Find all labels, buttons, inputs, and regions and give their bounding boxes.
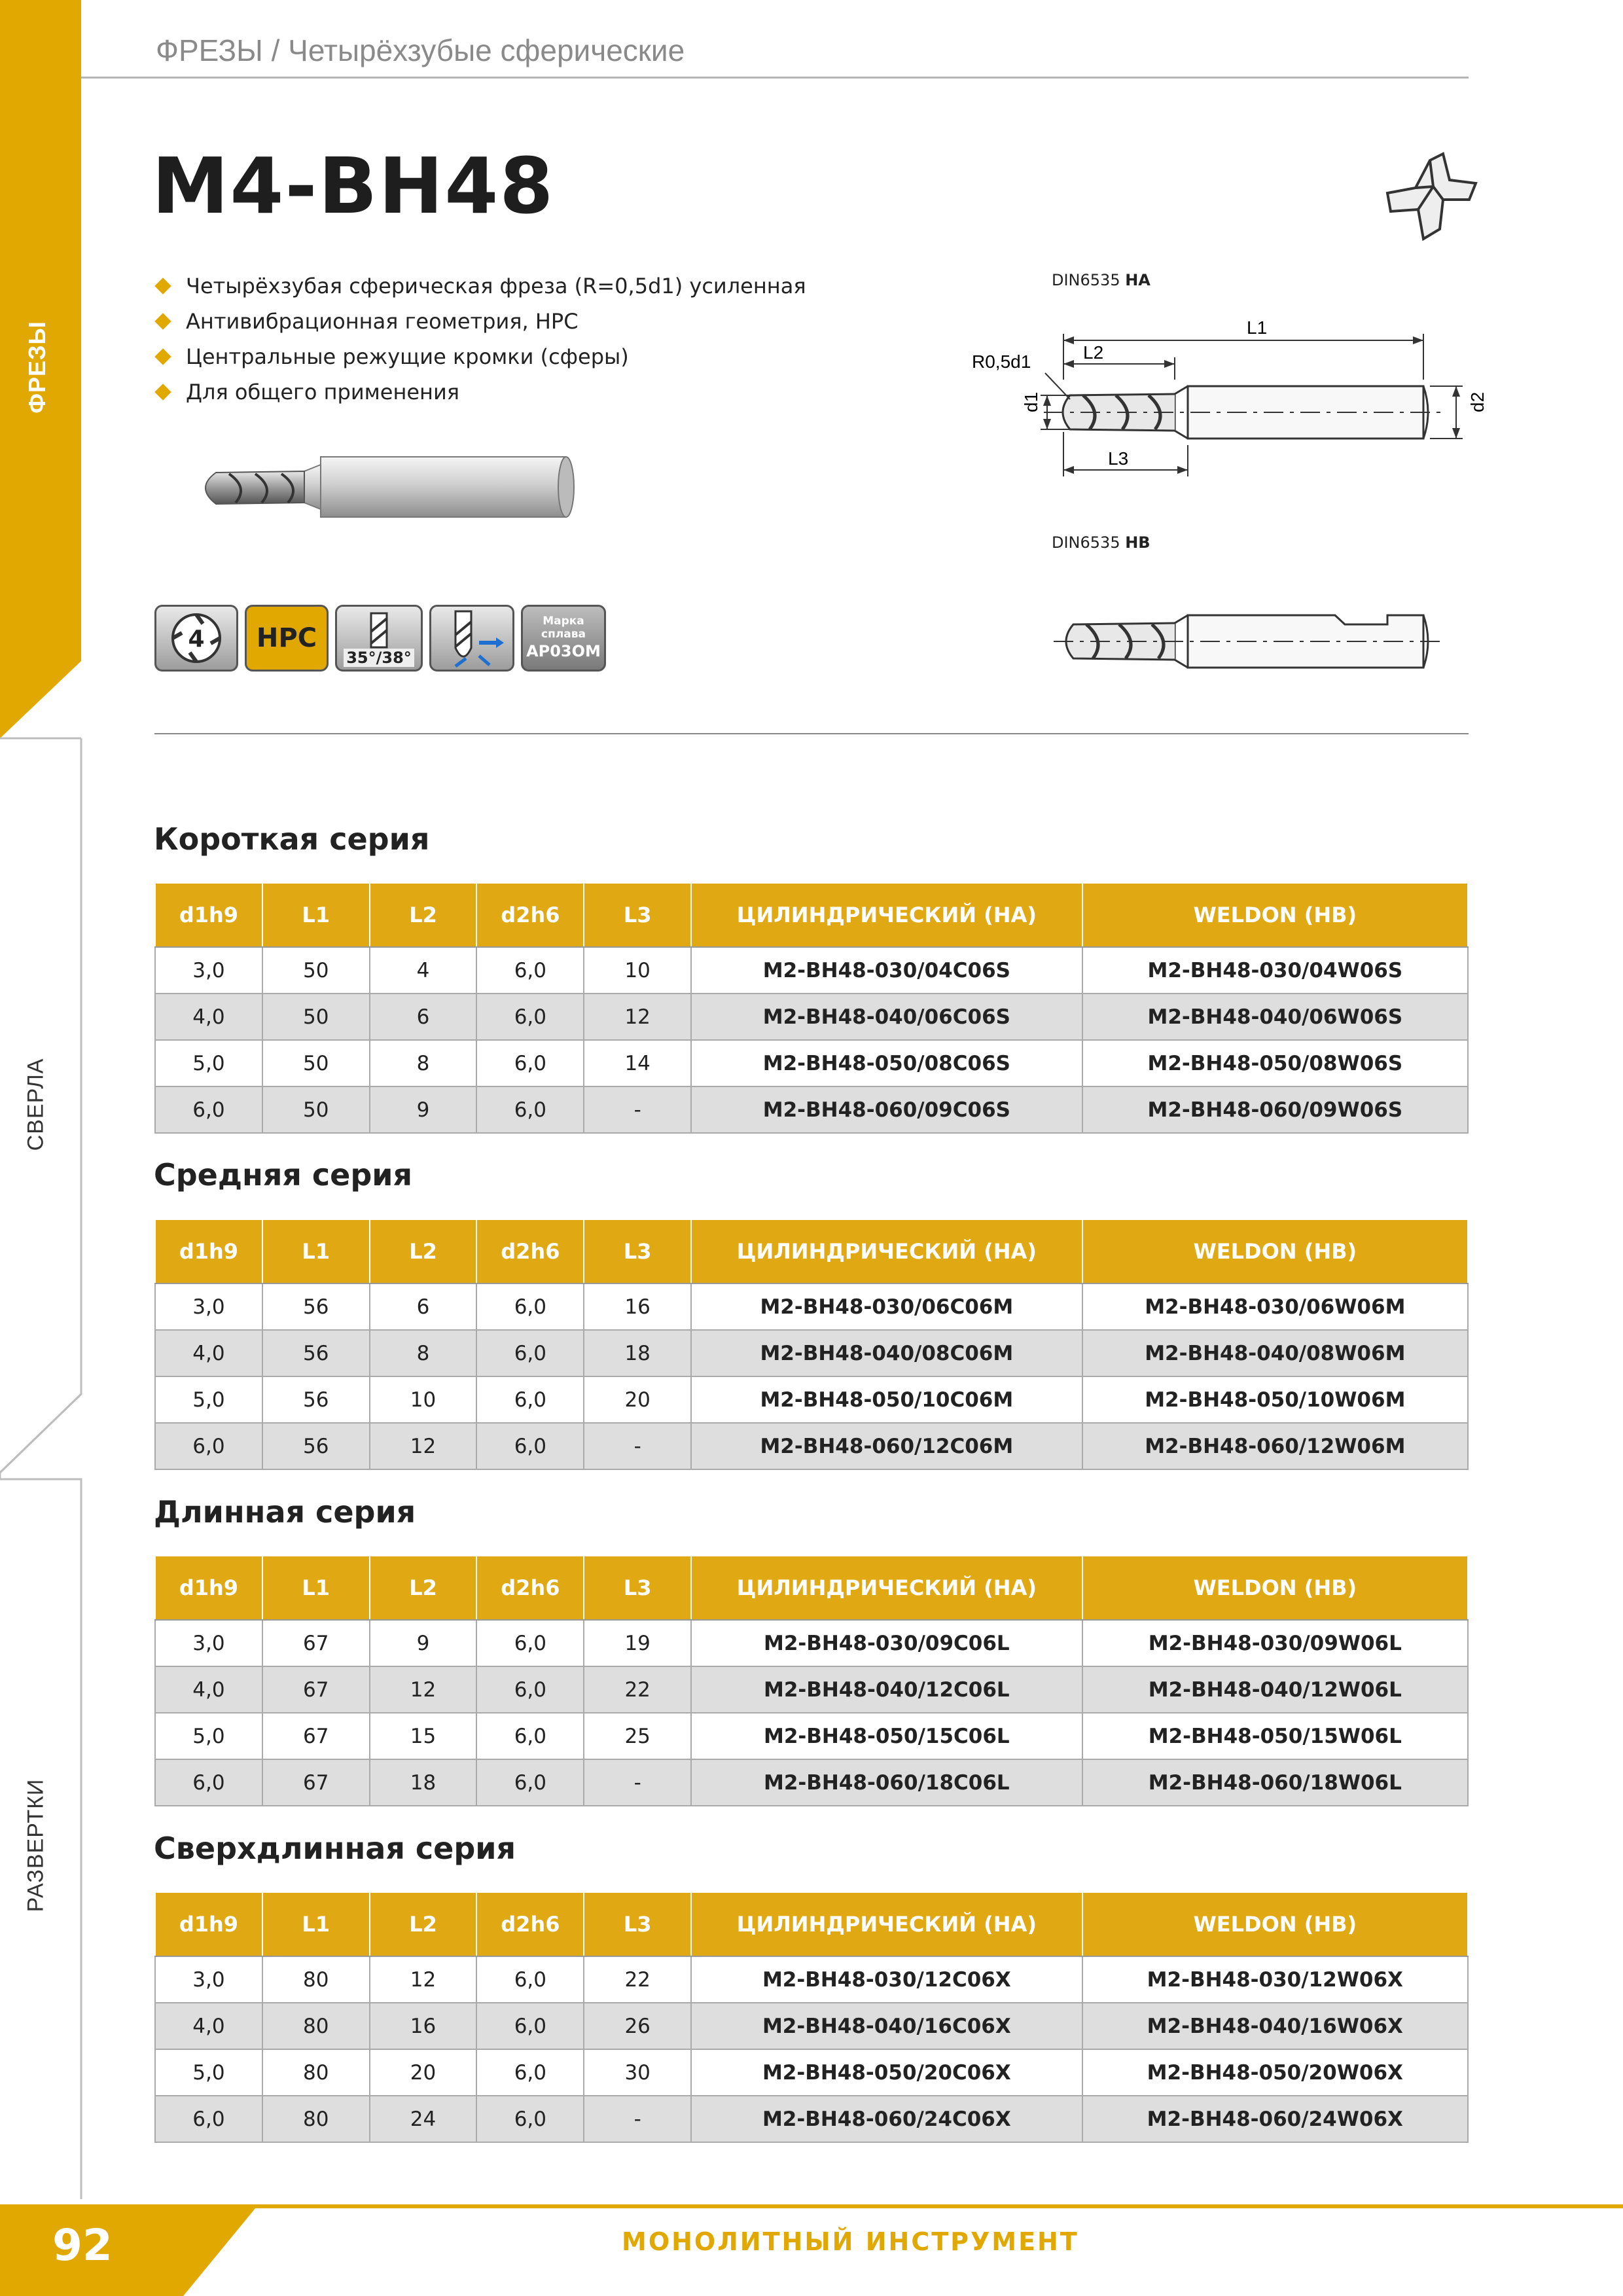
svg-text:d2: d2 bbox=[1467, 391, 1488, 412]
spec-table-long bbox=[154, 1555, 1469, 1806]
table-row: 3,0 50 4 6,0 10 M2-BH48-030/04C06S M2-BH48-030/04W06S bbox=[155, 947, 1468, 994]
side-tab-drills[interactable]: СВЕРЛА bbox=[23, 1058, 48, 1151]
diamond-bullet-icon bbox=[154, 384, 171, 400]
table-header-row: d1h9 L1 L2 d2h6 L3 ЦИЛИНДРИЧЕСКИЙ (HA) WELDON (HB) bbox=[155, 1892, 1468, 1956]
din-ha-label: DIN6535 HA bbox=[1052, 271, 1150, 289]
diamond-bullet-icon bbox=[154, 278, 171, 294]
table-row: 3,0 80 12 6,0 22 M2-BH48-030/12C06X M2-BH48-030/12W06X bbox=[155, 1956, 1468, 2003]
series-title-extra-long: Сверхдлинная серия bbox=[154, 1831, 516, 1866]
svg-text:L3: L3 bbox=[1108, 448, 1129, 469]
cross-section-icon bbox=[1378, 147, 1482, 245]
table-row: 6,0 67 18 6,0 - M2-BH48-060/18C06L M2-BH48-060/18W06L bbox=[155, 1759, 1468, 1806]
table-row: 6,0 56 12 6,0 - M2-BH48-060/12C06M M2-BH48-060/12W06M bbox=[155, 1423, 1468, 1469]
feature-item: Четырёхзубая сферическая фреза (R=0,5d1) усиленная bbox=[157, 268, 806, 304]
side-tab-reamers[interactable]: РАЗВЕРТКИ bbox=[23, 1778, 48, 1912]
center-cut-icon bbox=[436, 609, 508, 668]
svg-text:L1: L1 bbox=[1247, 317, 1268, 338]
svg-text:4: 4 bbox=[188, 626, 205, 653]
din-hb-label: DIN6535 HB bbox=[1052, 533, 1150, 552]
table-header-row: d1h9 L1 L2 d2h6 L3 ЦИЛИНДРИЧЕСКИЙ (HA) WELDON (HB) bbox=[155, 883, 1468, 947]
four-flute-icon bbox=[164, 611, 229, 666]
series-title-short: Короткая серия bbox=[154, 821, 430, 857]
feature-item: Антивибрационная геометрия, HPC bbox=[157, 304, 806, 339]
footer-title: МОНОЛИТНЫЙ ИНСТРУМЕНТ bbox=[622, 2227, 1079, 2256]
page-title: M4-BH48 bbox=[152, 141, 555, 231]
feature-item: Для общего применения bbox=[157, 374, 806, 410]
hpc-badge: HPC bbox=[245, 605, 329, 672]
helix-icon bbox=[359, 612, 399, 649]
table-row: 4,0 50 6 6,0 12 M2-BH48-040/06C06S M2-BH48-040/06W06S bbox=[155, 994, 1468, 1040]
table-row: 4,0 67 12 6,0 22 M2-BH48-040/12C06L M2-BH48-040/12W06L bbox=[155, 1666, 1468, 1713]
section-divider bbox=[154, 733, 1469, 734]
series-title-medium: Средняя серия bbox=[154, 1157, 413, 1193]
feature-list bbox=[157, 268, 806, 410]
helix-angle-badge: 35°/38° bbox=[335, 605, 423, 672]
table-row: 6,0 50 9 6,0 - M2-BH48-060/09C06S M2-BH48-060/09W06S bbox=[155, 1086, 1468, 1133]
svg-text:L2: L2 bbox=[1083, 342, 1104, 363]
spec-table-medium bbox=[154, 1219, 1469, 1470]
diamond-bullet-icon bbox=[154, 348, 171, 365]
table-row: 5,0 50 8 6,0 14 M2-BH48-050/08C06S M2-BH48-050/08W06S bbox=[155, 1040, 1468, 1086]
flute-count-badge bbox=[154, 605, 238, 672]
page-number: 92 bbox=[52, 2220, 113, 2270]
feature-item: Центральные режущие кромки (сферы) bbox=[157, 339, 806, 374]
spec-table-extra-long bbox=[154, 1892, 1469, 2143]
table-row: 5,0 56 10 6,0 20 M2-BH48-050/10C06M M2-BH48-050/10W06M bbox=[155, 1376, 1468, 1423]
table-row: 5,0 67 15 6,0 25 M2-BH48-050/15C06L M2-BH48-050/15W06L bbox=[155, 1713, 1468, 1759]
technical-drawing-ha bbox=[972, 308, 1495, 491]
page-number-tab bbox=[0, 2204, 262, 2296]
side-tab-mills[interactable]: ФРЕЗЫ bbox=[24, 321, 50, 414]
technical-drawing-hb bbox=[1047, 602, 1440, 681]
svg-text:d1: d1 bbox=[1021, 391, 1041, 412]
svg-text:R0,5d1: R0,5d1 bbox=[972, 351, 1031, 372]
header-rule bbox=[81, 77, 1469, 79]
diamond-bullet-icon bbox=[154, 313, 171, 329]
table-row: 3,0 56 6 6,0 16 M2-BH48-030/06C06M M2-BH48-030/06W06M bbox=[155, 1283, 1468, 1330]
center-cutting-badge bbox=[429, 605, 514, 672]
table-header-row: d1h9 L1 L2 d2h6 L3 ЦИЛИНДРИЧЕСКИЙ (HA) WELDON (HB) bbox=[155, 1556, 1468, 1620]
table-header-row: d1h9 L1 L2 d2h6 L3 ЦИЛИНДРИЧЕСКИЙ (HA) WELDON (HB) bbox=[155, 1219, 1468, 1283]
end-mill-image bbox=[190, 452, 576, 524]
grade-badge: Марка сплава AP03OM bbox=[521, 605, 606, 672]
table-row: 4,0 80 16 6,0 26 M2-BH48-040/16C06X M2-BH48-040/16W06X bbox=[155, 2003, 1468, 2049]
table-row: 4,0 56 8 6,0 18 M2-BH48-040/08C06M M2-BH48-040/08W06M bbox=[155, 1330, 1468, 1376]
breadcrumb: ФРЕЗЫ / Четырёхзубые сферические bbox=[156, 33, 685, 67]
table-row: 6,0 80 24 6,0 - M2-BH48-060/24C06X M2-BH48-060/24W06X bbox=[155, 2096, 1468, 2142]
spec-table-short bbox=[154, 882, 1469, 1134]
table-row: 3,0 67 9 6,0 19 M2-BH48-030/09C06L M2-BH48-030/09W06L bbox=[155, 1620, 1468, 1666]
series-title-long: Длинная серия bbox=[154, 1494, 416, 1530]
table-row: 5,0 80 20 6,0 30 M2-BH48-050/20C06X M2-BH48-050/20W06X bbox=[155, 2049, 1468, 2096]
